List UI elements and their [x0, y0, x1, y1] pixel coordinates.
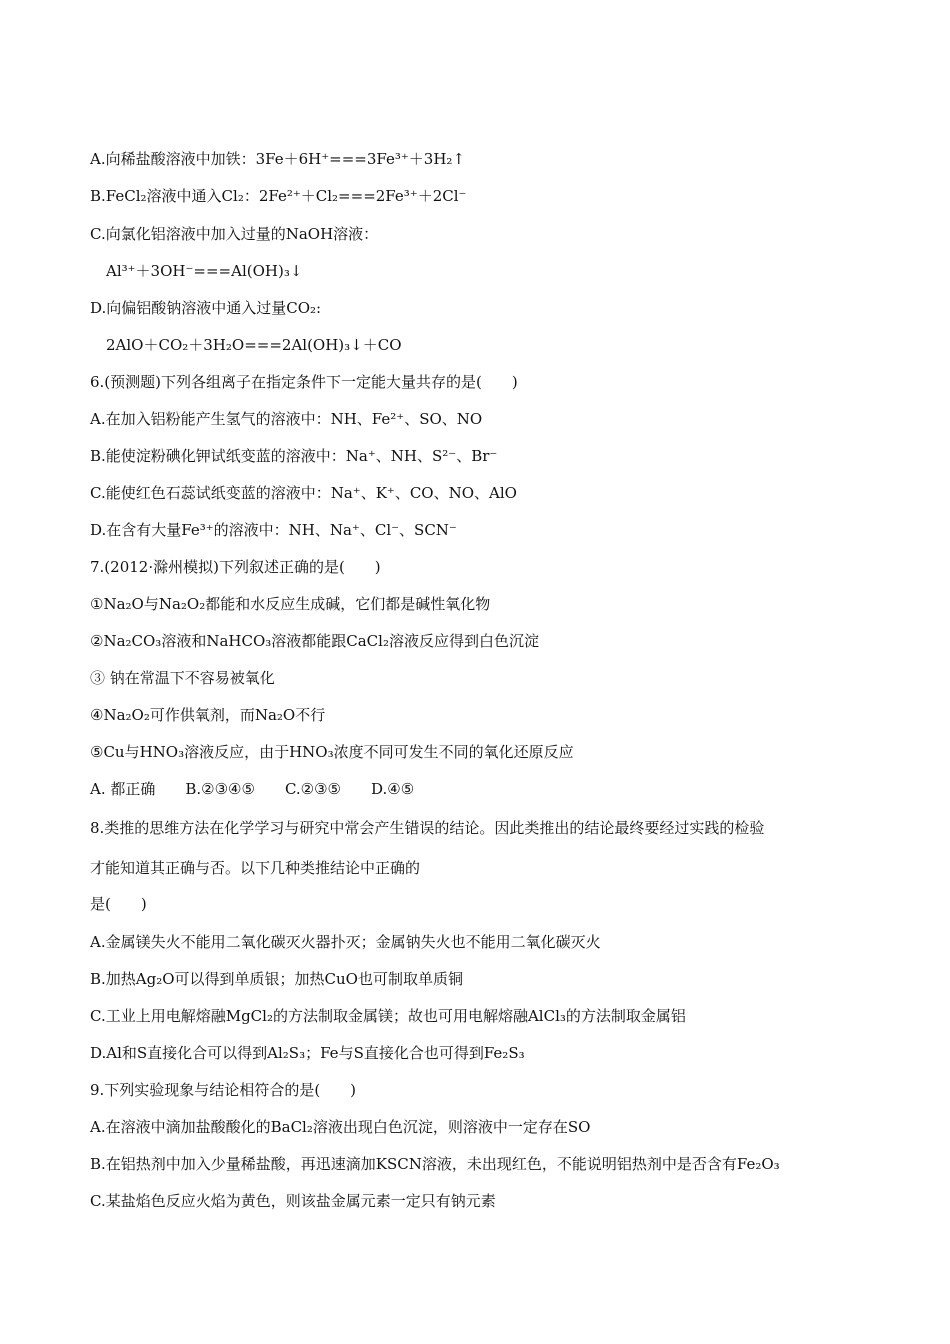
q8-stem-line-3: 是( ) — [90, 895, 147, 913]
q8-option-b: B.加热Ag₂O可以得到单质银；加热CuO也可制取单质铜 — [90, 970, 463, 988]
q7-statement-2: ②Na₂CO₃溶液和NaHCO₃溶液都能跟CaCl₂溶液反应得到白色沉淀 — [90, 632, 539, 650]
q8-stem-line-2: 才能知道其正确与否。以下几种类推结论中正确的 — [90, 859, 421, 877]
q6-option-a: A.在加入铝粉能产生氢气的溶液中：NH、Fe²⁺、SO、NO — [90, 410, 483, 428]
q7-statement-5: ⑤Cu与HNO₃溶液反应，由于HNO₃浓度不同可发生不同的氧化还原反应 — [90, 743, 574, 761]
q7-statement-1: ①Na₂O与Na₂O₂都能和水反应生成碱，它们都是碱性氧化物 — [90, 595, 491, 613]
q5-option-b: B.FeCl₂溶液中通入Cl₂：2Fe²⁺＋Cl₂===2Fe³⁺＋2Cl⁻ — [90, 187, 467, 205]
q5-option-d: D.向偏铝酸钠溶液中通入过量CO₂: — [90, 299, 322, 317]
q5-option-c: C.向氯化铝溶液中加入过量的NaOH溶液： — [90, 225, 379, 243]
q8-stem-line-1: 8.类推的思维方法在化学学习与研究中常会产生错误的结论。因此类推出的结论最终要经过实践的检验 — [90, 819, 765, 837]
q9-stem: 9.下列实验现象与结论相符合的是( ) — [90, 1081, 357, 1099]
q6-option-c: C.能使红色石蕊试纸变蓝的溶液中：Na⁺、K⁺、CO、NO、AlO — [90, 484, 517, 502]
q5-option-c-equation: Al³⁺＋3OH⁻===Al(OH)₃↓ — [106, 262, 303, 280]
q7-statement-3: ③ 钠在常温下不容易被氧化 — [90, 669, 275, 687]
q7-statement-4: ④Na₂O₂可作供氧剂，而Na₂O不行 — [90, 706, 326, 724]
q8-option-d: D.Al和S直接化合可以得到Al₂S₃；Fe与S直接化合也可得到Fe₂S₃ — [90, 1044, 525, 1062]
q5-option-d-equation: 2AlO＋CO₂＋3H₂O===2Al(OH)₃↓＋CO — [106, 336, 402, 354]
q9-option-b: B.在铝热剂中加入少量稀盐酸，再迅速滴加KSCN溶液，未出现红色，不能说明铝热剂中是否含有Fe₂O₃ — [90, 1155, 780, 1173]
q8-option-c: C.工业上用电解熔融MgCl₂的方法制取金属镁；故也可用电解熔融AlCl₃的方法制取金属铝 — [90, 1007, 686, 1025]
q9-option-c: C.某盐焰色反应火焰为黄色，则该盐金属元素一定只有钠元素 — [90, 1192, 496, 1210]
q6-stem: 6.(预测题)下列各组离子在指定条件下一定能大量共存的是( ) — [90, 373, 518, 391]
q6-option-d: D.在含有大量Fe³⁺的溶液中：NH、Na⁺、Cl⁻、SCN⁻ — [90, 521, 457, 539]
q8-option-a: A.金属镁失火不能用二氧化碳灭火器扑灭；金属钠失火也不能用二氧化碳灭火 — [90, 933, 601, 951]
q6-option-b: B.能使淀粉碘化钾试纸变蓝的溶液中：Na⁺、NH、S²⁻、Br⁻ — [90, 447, 498, 465]
q7-options: A. 都正确 B.②③④⑤ C.②③⑤ D.④⑤ — [90, 780, 415, 798]
q7-stem: 7.(2012·滁州模拟)下列叙述正确的是( ) — [90, 558, 381, 576]
q5-option-a: A.向稀盐酸溶液中加铁：3Fe＋6H⁺===3Fe³⁺＋3H₂↑ — [90, 150, 466, 168]
q9-option-a: A.在溶液中滴加盐酸酸化的BaCl₂溶液出现白色沉淀，则溶液中一定存在SO — [90, 1118, 591, 1136]
